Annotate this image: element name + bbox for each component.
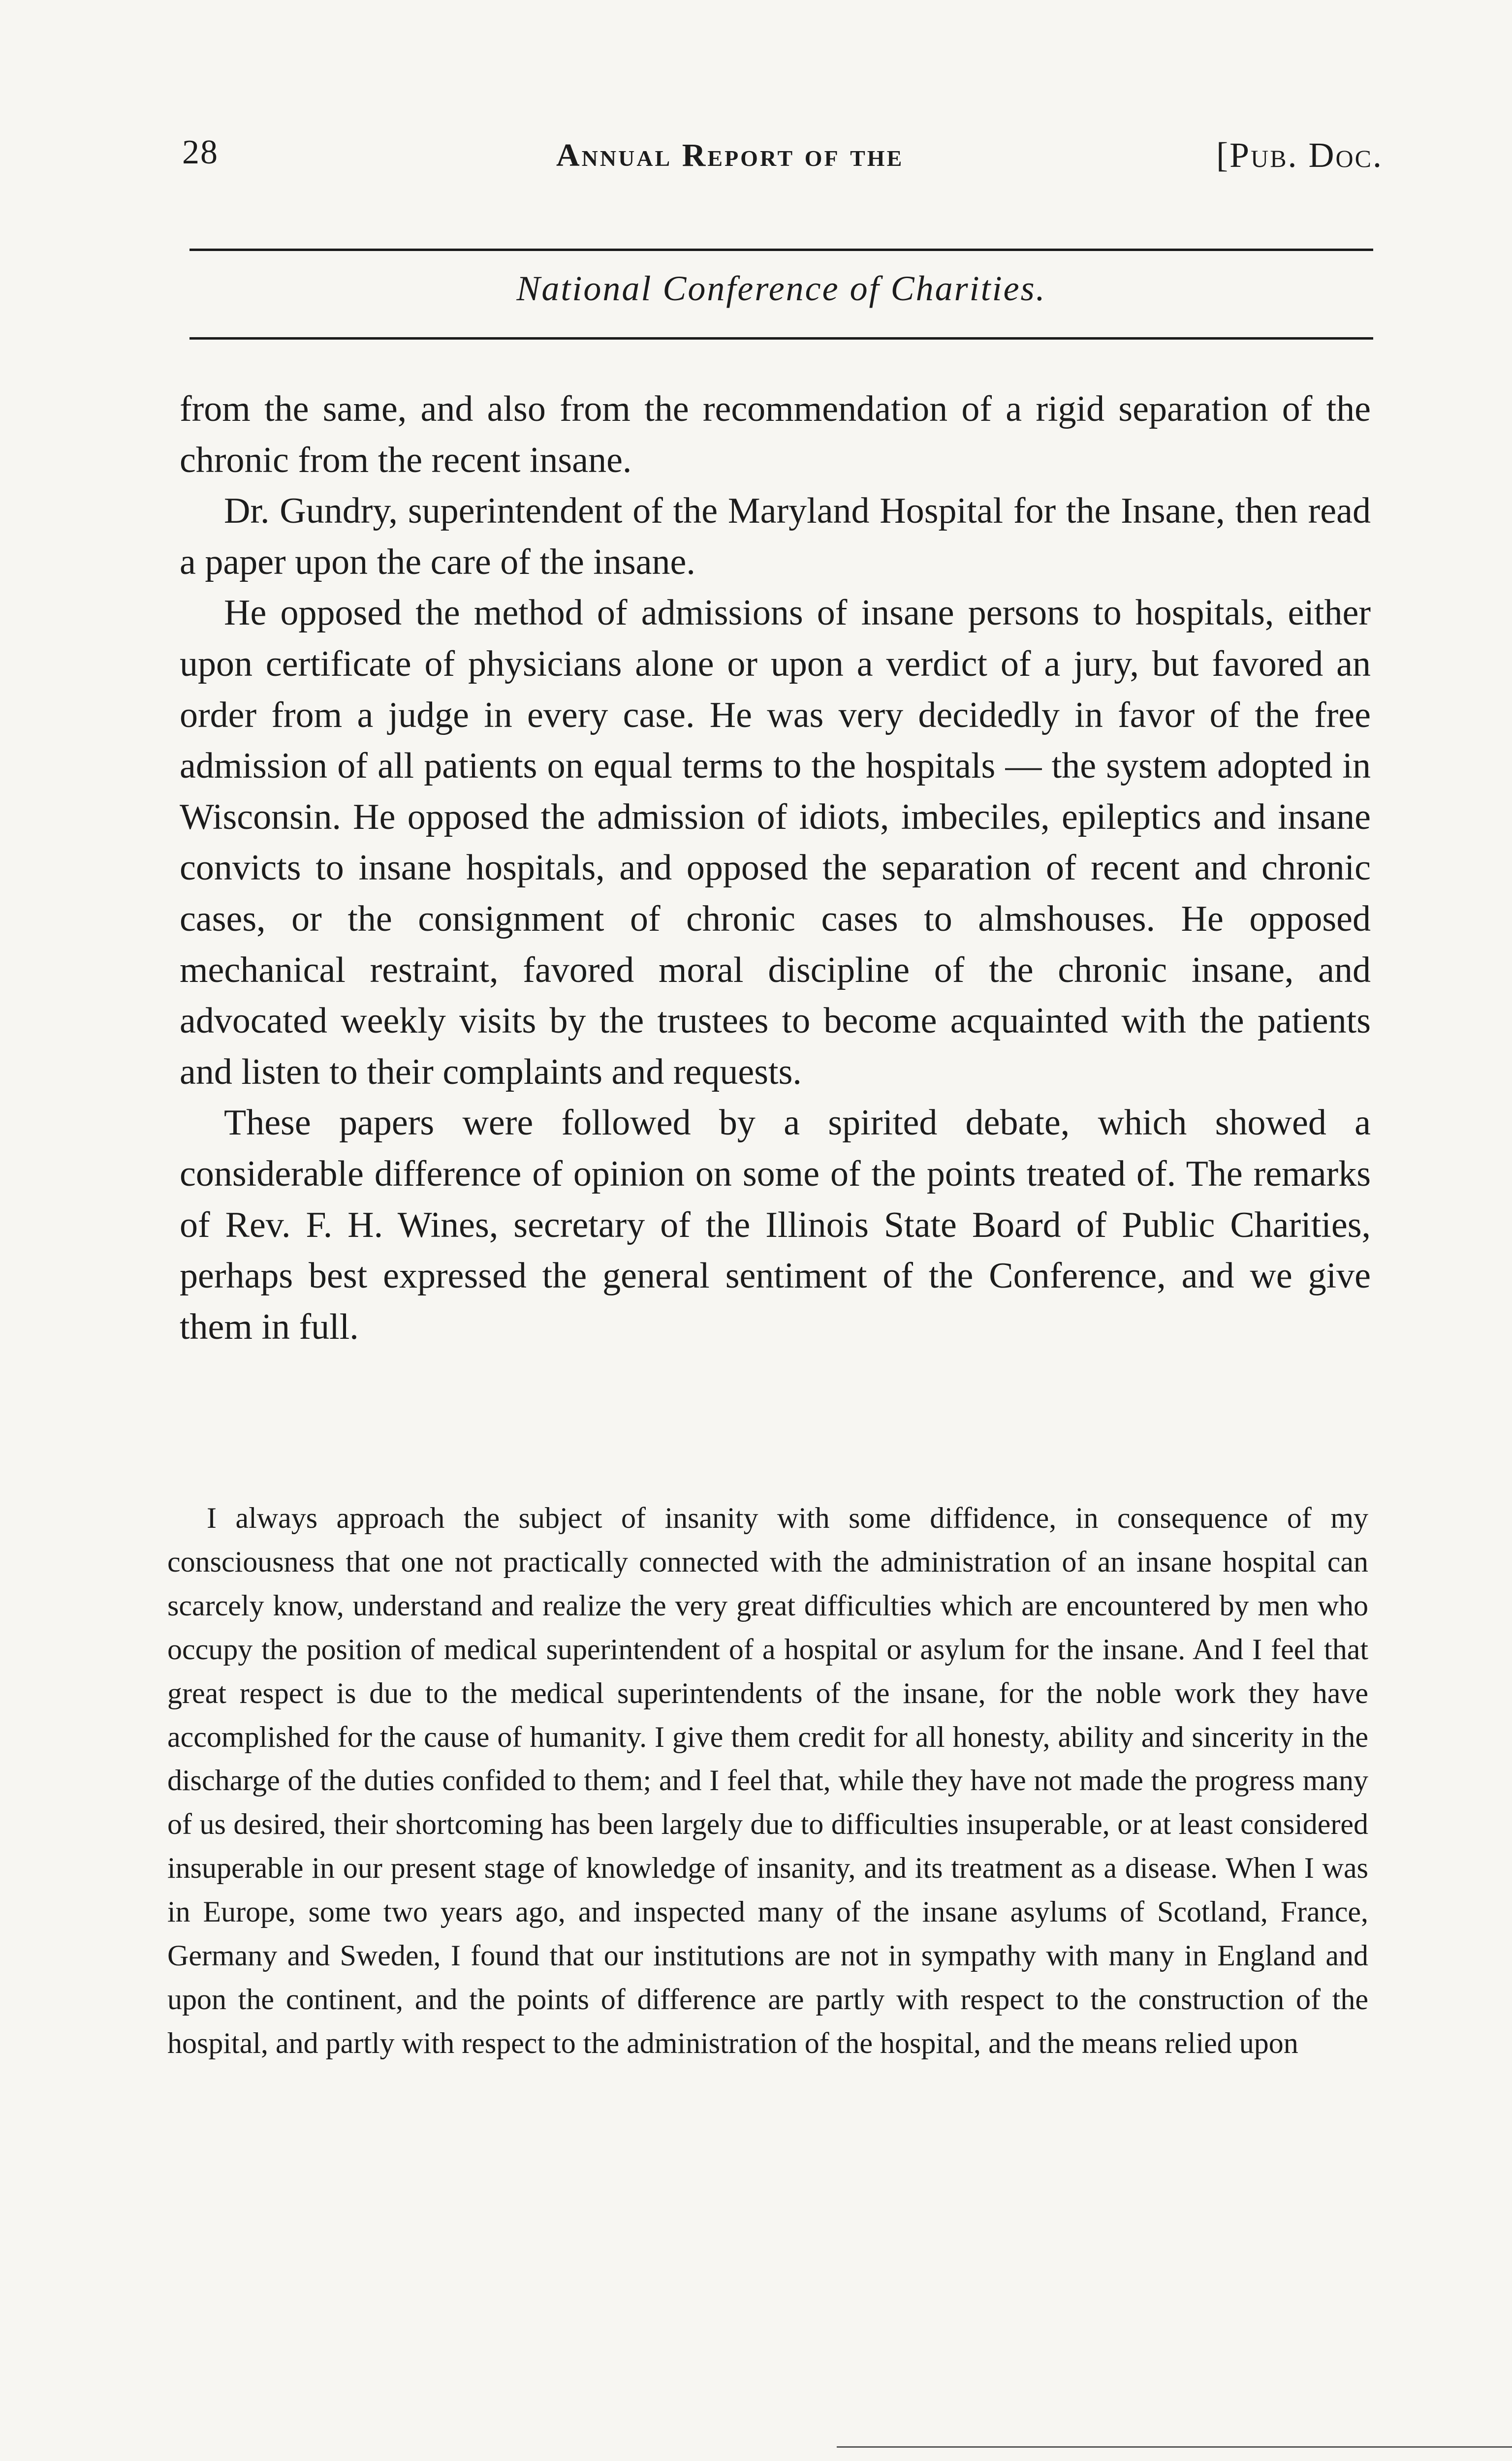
body-text [180,384,1371,1353]
document-label: [Pub. Doc. [1216,135,1383,175]
section-heading: National Conference of Charities. [516,269,1046,308]
block-quotation [167,1496,1368,2065]
paragraph: Dr. Gundry, superintendent of the Maryland Hospital for the Insane, then read a paper upon the care of the insane. [180,491,1371,582]
top-divider [189,249,1373,251]
footer-rule [837,2446,1512,2448]
paragraph: from the same, and also from the recommendation of a rigid separation of the chronic from the recent insane. [180,389,1371,480]
running-head [182,133,1383,187]
running-title: Annual Report of the [556,137,904,173]
quotation-paragraph: I always approach the subject of insanity with some diffidence, in consequence of my consciousness that one not practically connected with the administration of an insane hospital can scarcely know, understand and realize the very great difficulties which are encountered by men who occupy the position of medical superintendent of a hospital or asylum for the insane. And I feel that great respect is due to the medical superintendents of the insane, for the noble work they have accomplished for the cause of humanity. I give them credit for all honesty, ability and sincerity in the discharge of the duties confided to them; and I feel that, while they have not made the progress many of us desired, their shortcoming has been largely due to difficulties insuperable, or at least considered insuperable in our present stage of knowledge of insanity, and its treatment as a disease. When I was in Europe, some two years ago, and inspected many of the insane asylums of Scotland, France, Germany and Sweden, I found that our institutions are not in sympathy with many in England and upon the continent, and the points of difference are partly with respect to the construction of the hospital, and partly with respect to the administration of the hospital, and the means relied upon [167,1502,1368,2059]
bottom-divider [189,337,1373,340]
paragraph: He opposed the method of admissions of insane persons to hospitals, either upon certificate of physicians alone or upon a verdict of a jury, but favored an order from a judge in every case. He was very decidedly in favor of the free admission of all patients on equal terms to the hospitals — the system adopted in Wisconsin. He opposed the admission of idiots, imbeciles, epileptics and insane convicts to insane hospitals, and opposed the separation of recent and chronic cases, or the consignment of chronic cases to almshouses. He opposed mechanical restraint, favored moral discipline of the chronic insane, and advocated weekly visits by the trustees to become acquainted with the patients and listen to their complaints and requests. [180,593,1371,1092]
page-number: 28 [182,133,219,171]
paragraph: These papers were followed by a spirited debate, which showed a considerable difference of opinion on some of the points treated of. The remarks of Rev. F. H. Wines, secretary of the Illinois State Board of Public Charities, perhaps best expressed the general sentiment of the Conference, and we give them in full. [180,1103,1371,1347]
